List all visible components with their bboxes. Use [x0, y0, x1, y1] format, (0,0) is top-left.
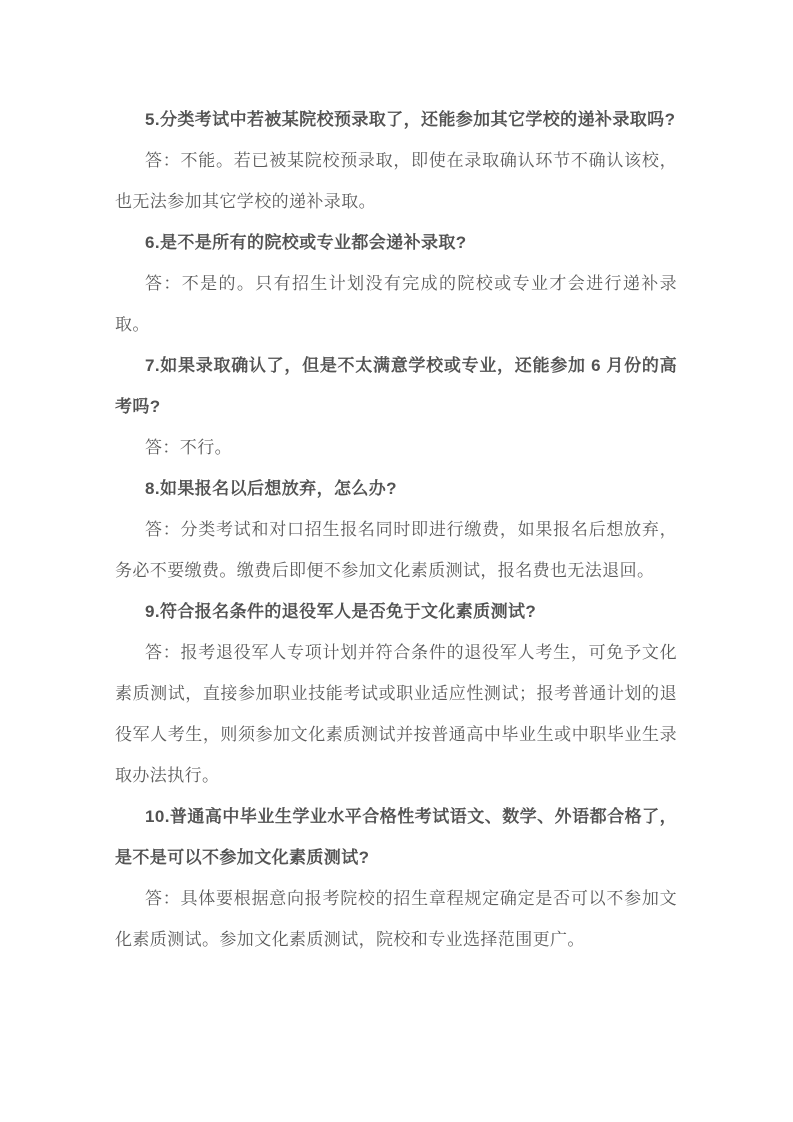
question-10: 10.普通高中毕业生学业水平合格性考试语文、数学、外语都合格了，是不是可以不参加文化素质测试?	[115, 807, 677, 867]
document-body	[115, 99, 677, 960]
qa-item-6	[115, 222, 677, 345]
qa-item-10	[115, 796, 677, 960]
answer-8: 答：分类考试和对口招生报名同时即进行缴费，如果报名后想放弃，务必不要缴费。缴费后即便不参加文化素质测试，报名费也无法退回。	[115, 520, 677, 580]
qa-item-7	[115, 345, 677, 468]
answer-7: 答：不行。	[145, 438, 232, 457]
question-8: 8.如果报名以后想放弃，怎么办?	[145, 479, 397, 498]
answer-9: 答：报考退役军人专项计划并符合条件的退役军人考生，可免予文化素质测试，直接参加职业技能考试或职业适应性测试；报考普通计划的退役军人考生，则须参加文化素质测试并按普通高中毕业生或中职毕业生录取办法执行。	[115, 643, 677, 785]
qa-item-5	[115, 99, 677, 222]
question-9: 9.符合报名条件的退役军人是否免于文化素质测试?	[145, 602, 537, 621]
answer-6: 答：不是的。只有招生计划没有完成的院校或专业才会进行递补录取。	[115, 274, 677, 334]
question-7: 7.如果录取确认了，但是不太满意学校或专业，还能参加 6 月份的高考吗?	[115, 356, 677, 416]
question-5: 5.分类考试中若被某院校预录取了，还能参加其它学校的递补录取吗?	[145, 110, 676, 129]
answer-5: 答：不能。若已被某院校预录取，即使在录取确认环节不确认该校，也无法参加其它学校的递补录取。	[115, 151, 677, 211]
qa-item-8	[115, 468, 677, 591]
answer-10: 答：具体要根据意向报考院校的招生章程规定确定是否可以不参加文化素质测试。参加文化素质测试，院校和专业选择范围更广。	[115, 889, 677, 949]
question-6: 6.是不是所有的院校或专业都会递补录取?	[145, 233, 467, 252]
qa-item-9	[115, 591, 677, 796]
